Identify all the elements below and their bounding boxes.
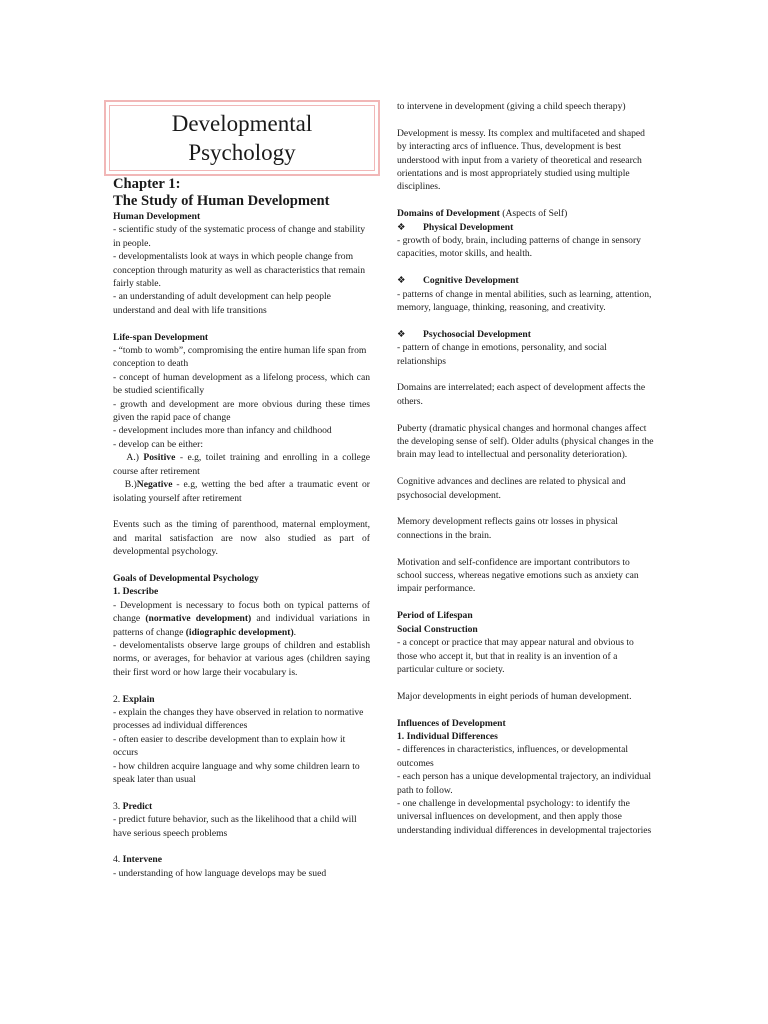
explain-label: Explain [122,693,155,705]
lifespan-heading: Life-span Development [113,331,209,343]
explain-line: - how children acquire language and why some children learn to speak later than usual [113,760,360,785]
diamond-bullet-icon: ❖ [397,328,406,340]
cognitive-heading [397,274,654,287]
lifespan-line: - concept of human development as a lifelong process, which can be studied scientifically [113,371,370,397]
domains-aside: (Aspects of Self) [499,208,568,220]
motivation-paragraph: Motivation and self-confidence are important contributors to school success, whereas negative emotions such as anxiety can impair performance. [397,556,639,595]
negative-label: Negative [136,479,173,491]
describe-paragraph [113,599,370,639]
cognitive-text: - patterns of change in mental abilities, such as learning, attention, memory, language, thinking, reasoning, and creativity. [397,288,652,314]
title-line-1: Developmental [171,111,313,136]
idiographic-term: (idiographic development) [185,626,294,638]
normative-term: (normative development) [145,613,252,625]
predict-label: Predict [122,800,153,812]
describe-text: . [293,626,297,638]
predict-line: - predict future behavior, such as the likelihood that a child will have serious speech problems [113,814,357,839]
describe-line: - develomentalists observe large groups of children and establish norms, or averages, for behavior at various ages (children saying their first word or how large their vocabulary is. [113,639,370,678]
social-construction-text: - a concept or practice that may appear natural and obvious to those who accept it, but that in reality is an invention of a particular culture or society. [397,637,634,675]
memory-paragraph: Memory development reflects gains otr losses in physical connections in the brain. [397,516,618,541]
psychosocial-heading [397,328,654,341]
explain-line: - explain the changes they have observed in relation to normative processes ad individual differences [113,706,364,732]
chapter-label: Chapter 1: [113,176,181,192]
predict-heading [113,800,370,813]
describe-text: and individual variations in patterns of change [113,613,370,638]
lifespan-line: - “tomb to womb”, compromising the entire human life span from conception to death [113,345,367,370]
positive-text: - e.g, toilet training and enrolling in a college course after retirement [113,452,373,477]
individual-differences-heading: 1. Individual Differences [397,730,498,742]
human-dev-line: - developmentalists look at ways in which people change from conception through maturity as well as characteristics that remain fairly stable. [113,251,366,290]
describe-text: - Development is necessary to focus both on typical patterns of change [113,599,370,625]
positive-prefix: A.) [113,452,144,464]
describe-heading: 1. Describe [113,586,159,598]
domains-title: Domains of Development [397,208,500,220]
intervene-heading [113,853,370,866]
human-dev-heading: Human Development [113,211,201,222]
negative-text: - e.g, wetting the bed after a traumatic event or isolating yourself after retirement [113,479,373,504]
intervene-line: - understanding of how language develops may be sued [113,867,327,879]
events-paragraph: Events such as the timing of parenthood, maternal employment, and marital satisfaction are now also studied as part of developmental psychology. [113,519,370,558]
explain-num: 2. [113,693,123,705]
title-line-2: Psychology [188,140,296,165]
right-column [397,100,654,837]
predict-num: 3. [113,800,123,812]
messy-paragraph: Development is messy. Its complex and multifaceted and shaped by interacting arcs of influence. Thus, development is best understood with input from a variety of theoretical and research orientations and is most appropriately studied using multiple disciplines. [397,127,645,193]
period-heading: Period of Lifespan [397,610,473,622]
physical-text: - growth of body, brain, including patterns of change in sensory capacities, motor skills, and health. [397,235,641,260]
left-column [113,176,373,880]
negative-prefix: B.) [113,479,137,491]
intervene-label: Intervene [122,854,163,866]
puberty-paragraph: Puberty (dramatic physical changes and hormonal changes affect the developing sense of self). Older adults (physical changes in the brain may lead to intellectual and personality deterioration). [397,422,654,461]
positive-label: Positive [143,452,176,464]
explain-heading [113,693,370,706]
continued-text: to intervene in development (giving a child speech therapy) [397,101,626,112]
cognitive-advances-paragraph: Cognitive advances and declines are related to physical and psychosocial development. [397,476,626,501]
chapter-name: The Study of Human Development [113,193,330,209]
cognitive-label: Cognitive Development [423,275,519,287]
diamond-bullet-icon: ❖ [397,221,406,233]
major-developments-paragraph: Major developments in eight periods of human development. [397,690,632,702]
lifespan-positive [113,451,373,478]
influences-line: - each person has a unique developmental trajectory, an individual path to follow. [397,771,652,796]
physical-heading [397,221,654,234]
lifespan-line: - growth and development are more obvious during these times given the rapid pace of change [113,398,370,424]
human-dev-line: - scientific study of the systematic process of change and stability in people. [113,224,366,249]
goals-heading: Goals of Developmental Psychology [113,572,259,584]
lifespan-line: - develop can be either: [113,438,204,450]
document-title [109,105,375,171]
intervene-num: 4. [113,854,123,866]
title-box [104,100,380,176]
psychosocial-label: Psychosocial Development [423,328,531,340]
diamond-bullet-icon: ❖ [397,275,406,287]
domains-heading [397,207,654,220]
lifespan-line: - development includes more than infancy and childhood [113,425,332,437]
interrelated-paragraph: Domains are interrelated; each aspect of development affects the others. [397,382,646,407]
psychosocial-text: - pattern of change in emotions, personality, and social relationships [397,342,607,367]
influences-heading: Influences of Development [397,717,506,729]
influences-line: - one challenge in developmental psychology: to identify the universal influences on development, and then apply those understanding individual differences in developmental trajectories [397,797,652,836]
human-dev-line: - an understanding of adult development can help people understand and deal with life transitions [113,291,331,316]
influences-line: - differences in characteristics, influences, or developmental outcomes [397,744,629,769]
social-construction-heading: Social Construction [397,623,478,635]
physical-label: Physical Development [423,221,514,233]
explain-line: - often easier to describe development than to explain how it occurs [113,733,346,759]
lifespan-negative [113,478,373,505]
